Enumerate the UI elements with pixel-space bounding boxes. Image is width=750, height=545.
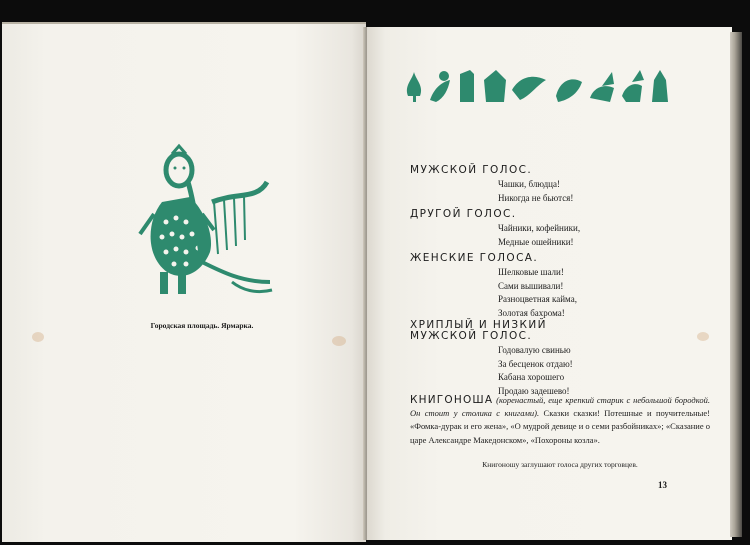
paper-stain	[32, 332, 44, 342]
verse-line: За бесценок отдаю!	[498, 358, 573, 369]
speaker-name: МУЖСКОЙ ГОЛОС.	[410, 330, 533, 342]
verse-line: Никогда не бьются!	[498, 192, 574, 203]
speaker-name: ХРИПЛЫЙ И НИЗКИЙ	[410, 319, 547, 331]
verse-line: Медные ошейники!	[498, 236, 574, 247]
prose-paragraph	[410, 394, 710, 447]
verse-line: Кабана хорошего	[498, 372, 565, 382]
verse-lines	[498, 222, 710, 249]
verse-line: Шелковые шали!	[498, 267, 564, 277]
dialogue-block	[410, 165, 710, 205]
verse-line: Продаю задешево!	[498, 385, 570, 396]
left-page	[2, 22, 366, 542]
stage-note: Книгоношу заглушают голоса других торговцев.	[482, 460, 638, 469]
paper-stain	[332, 336, 346, 346]
speaker-name: КНИГОНОША	[410, 394, 494, 406]
page-number: 13	[658, 480, 667, 490]
stage-direction: (коренастый, еще крепкий старик с небольшой бородкой. Он стоит у столика с книгами).	[410, 395, 710, 419]
speaker-name: МУЖСКОЙ ГОЛОС.	[410, 164, 533, 176]
verse-line: Разноцветная кайма,	[498, 294, 577, 304]
verse-lines	[498, 266, 710, 320]
mermaid-illustration	[132, 142, 277, 302]
dialogue-block	[410, 209, 710, 249]
illustration-caption: Городская площадь. Ярмарка.	[150, 321, 254, 330]
folk-ornament-frieze	[400, 66, 670, 104]
dialogue-block	[410, 320, 710, 398]
verse-line: Сами вышивали!	[498, 280, 564, 291]
speaker-name: ДРУГОЙ ГОЛОС.	[410, 208, 517, 220]
speech-text: Сказки сказки! Потешные и поучительные! «Фомка-дурак и его жена», «О мудрой девице и о семи разбойниках»; «Сказание о царе Александре Македонском», «Похороны козла».	[410, 408, 710, 445]
page-edge	[730, 32, 742, 537]
dialogue-block	[410, 253, 710, 320]
verse-line: Золотая бахрома!	[498, 307, 565, 318]
verse-lines	[498, 178, 710, 205]
verse-lines	[498, 344, 710, 398]
speaker-name: ЖЕНСКИЕ ГОЛОСА.	[410, 252, 539, 264]
verse-line: Чайники, кофейники,	[498, 223, 581, 233]
verse-line: Чашки, блюдца!	[498, 179, 560, 189]
verse-line: Годовалую свинью	[498, 345, 571, 355]
